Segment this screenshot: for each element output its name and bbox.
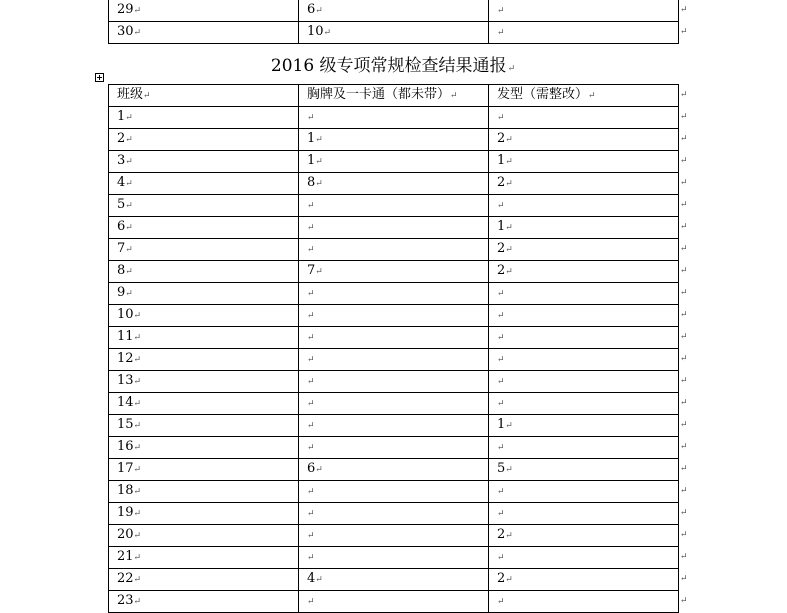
cell-mark-icon: ↵ xyxy=(125,113,133,123)
cell-mark-icon: ↵ xyxy=(307,333,315,343)
cell-mark-icon: ↵ xyxy=(450,91,458,101)
badge-cell[interactable] xyxy=(299,239,489,261)
hair-cell[interactable] xyxy=(489,547,679,569)
hair-cell[interactable] xyxy=(489,305,679,327)
cell-mark-icon: ↵ xyxy=(307,201,315,211)
class-cell[interactable] xyxy=(109,327,299,349)
cell-mark-icon: ↵ xyxy=(505,421,513,431)
cell-value: 2 xyxy=(117,131,126,146)
cell-mark-icon: ↵ xyxy=(307,355,315,365)
cell-mark-icon: ↵ xyxy=(497,6,505,16)
class-cell[interactable] xyxy=(109,129,299,151)
class-cell[interactable] xyxy=(109,525,299,547)
cell-mark-icon: ↵ xyxy=(497,597,505,607)
cell-mark-icon: ↵ xyxy=(497,113,505,123)
header-label: 班级 xyxy=(117,87,144,102)
cell-mark-icon: ↵ xyxy=(125,157,133,167)
cell-mark-icon: ↵ xyxy=(307,113,315,123)
cell-mark-icon: ↵ xyxy=(315,6,323,16)
cell-mark-icon: ↵ xyxy=(315,135,323,145)
badge-cell[interactable] xyxy=(299,437,489,459)
header-cell-hair[interactable] xyxy=(489,85,679,107)
cell-value: 5 xyxy=(497,461,506,476)
badge-cell[interactable] xyxy=(299,195,489,217)
row-end-mark-icon: ↵ xyxy=(680,112,688,122)
table-row xyxy=(109,459,679,481)
badge-cell[interactable] xyxy=(299,305,489,327)
row-end-mark-icon: ↵ xyxy=(680,178,688,188)
cell-value: 14 xyxy=(117,395,134,410)
cell-value: 3 xyxy=(117,153,126,168)
table-row xyxy=(109,569,679,591)
cell-mark-icon: ↵ xyxy=(315,267,323,277)
badge-cell[interactable] xyxy=(299,591,489,613)
header-label: 胸牌及一卡通（都未带） xyxy=(307,87,451,102)
cell-mark-icon: ↵ xyxy=(125,201,133,211)
badge-cell[interactable] xyxy=(299,481,489,503)
badge-cell[interactable] xyxy=(299,503,489,525)
table-row xyxy=(109,349,679,371)
cell-mark-icon: ↵ xyxy=(497,355,505,365)
hair-cell[interactable] xyxy=(489,349,679,371)
badge-cell[interactable] xyxy=(299,129,489,151)
cell-value: 7 xyxy=(307,263,316,278)
cell-mark-icon: ↵ xyxy=(143,91,151,101)
table-row xyxy=(109,22,679,44)
hair-cell[interactable] xyxy=(489,481,679,503)
table-row xyxy=(109,437,679,459)
cell-mark-icon: ↵ xyxy=(307,443,315,453)
badge-cell[interactable] xyxy=(299,261,489,283)
cell-mark-icon: ↵ xyxy=(505,157,513,167)
table-row xyxy=(109,393,679,415)
table-row xyxy=(109,0,679,22)
table-row xyxy=(109,305,679,327)
class-cell[interactable] xyxy=(109,547,299,569)
cell-value: 15 xyxy=(117,417,134,432)
row-end-mark-icon: ↵ xyxy=(680,596,688,606)
row-end-mark-icon: ↵ xyxy=(680,266,688,276)
table-row xyxy=(109,481,679,503)
cell-mark-icon: ↵ xyxy=(307,553,315,563)
hair-cell[interactable] xyxy=(489,393,679,415)
badge-cell[interactable] xyxy=(299,217,489,239)
row-end-mark-icon: ↵ xyxy=(680,486,688,496)
hair-cell[interactable] xyxy=(489,22,679,44)
badge-cell[interactable] xyxy=(299,547,489,569)
cell-mark-icon: ↵ xyxy=(133,509,142,519)
cell-mark-icon: ↵ xyxy=(125,289,133,299)
badge-cell[interactable] xyxy=(299,151,489,173)
hair-cell[interactable] xyxy=(489,283,679,305)
cell-mark-icon: ↵ xyxy=(505,267,513,277)
class-cell[interactable] xyxy=(109,239,299,261)
table-row xyxy=(109,151,679,173)
table-header-row xyxy=(109,85,679,107)
cell-mark-icon: ↵ xyxy=(307,399,315,409)
cell-value: 11 xyxy=(117,329,134,344)
class-cell[interactable] xyxy=(109,393,299,415)
cell-mark-icon: ↵ xyxy=(133,333,142,343)
table-row xyxy=(109,327,679,349)
previous-table-body xyxy=(109,0,679,44)
cell-mark-icon: ↵ xyxy=(133,443,142,453)
badge-cell[interactable] xyxy=(299,173,489,195)
badge-cell[interactable] xyxy=(299,107,489,129)
class-cell[interactable] xyxy=(109,503,299,525)
row-end-mark-icon: ↵ xyxy=(680,530,688,540)
cell-mark-icon: ↵ xyxy=(125,245,133,255)
cell-value: 1 xyxy=(307,153,316,168)
class-cell[interactable] xyxy=(109,591,299,613)
cell-value: 6 xyxy=(117,219,126,234)
cell-mark-icon: ↵ xyxy=(497,201,505,211)
class-cell[interactable] xyxy=(109,195,299,217)
table-move-handle-icon[interactable] xyxy=(95,73,104,82)
table-row xyxy=(109,129,679,151)
cell-mark-icon: ↵ xyxy=(315,575,323,585)
cell-mark-icon: ↵ xyxy=(315,179,323,189)
class-cell[interactable] xyxy=(109,22,299,44)
class-cell[interactable] xyxy=(109,349,299,371)
class-cell[interactable] xyxy=(109,569,299,591)
row-end-mark-icon: ↵ xyxy=(680,27,688,37)
cell-mark-icon: ↵ xyxy=(133,6,142,16)
table-row xyxy=(109,547,679,569)
cell-mark-icon: ↵ xyxy=(133,399,142,409)
table-row xyxy=(109,107,679,129)
badge-cell[interactable] xyxy=(299,569,489,591)
cell-mark-icon: ↵ xyxy=(497,311,505,321)
row-end-mark-icon: ↵ xyxy=(680,134,688,144)
class-cell[interactable] xyxy=(109,261,299,283)
cell-value: 2 xyxy=(497,263,506,278)
class-cell[interactable] xyxy=(109,415,299,437)
hair-cell[interactable] xyxy=(489,459,679,481)
hair-cell[interactable] xyxy=(489,261,679,283)
cell-mark-icon: ↵ xyxy=(307,223,315,233)
badge-cell[interactable] xyxy=(299,327,489,349)
table-row xyxy=(109,371,679,393)
cell-mark-icon: ↵ xyxy=(133,377,142,387)
cell-value: 2 xyxy=(497,527,506,542)
cell-mark-icon: ↵ xyxy=(125,179,133,189)
cell-mark-icon: ↵ xyxy=(497,553,505,563)
results-table-body xyxy=(109,85,679,613)
cell-mark-icon: ↵ xyxy=(307,245,315,255)
badge-cell[interactable] xyxy=(299,0,489,22)
cell-mark-icon: ↵ xyxy=(307,487,315,497)
paragraph-mark-icon: ↵ xyxy=(507,64,516,74)
cell-value: 10 xyxy=(307,24,324,39)
cell-mark-icon: ↵ xyxy=(497,487,505,497)
class-cell[interactable] xyxy=(109,305,299,327)
table-row xyxy=(109,415,679,437)
previous-table xyxy=(108,0,679,44)
cell-mark-icon: ↵ xyxy=(133,575,142,585)
hair-cell[interactable] xyxy=(489,107,679,129)
cell-value: 16 xyxy=(117,439,134,454)
hair-cell[interactable] xyxy=(489,371,679,393)
cell-value: 17 xyxy=(117,461,134,476)
cell-value: 1 xyxy=(307,131,316,146)
cell-mark-icon: ↵ xyxy=(307,421,315,431)
cell-mark-icon: ↵ xyxy=(125,135,133,145)
cell-mark-icon: ↵ xyxy=(315,465,323,475)
cell-value: 30 xyxy=(117,24,134,39)
hair-cell[interactable] xyxy=(489,195,679,217)
hair-cell[interactable] xyxy=(489,327,679,349)
row-end-mark-icon: ↵ xyxy=(680,90,688,100)
header-cell-badge[interactable] xyxy=(299,85,489,107)
class-cell[interactable] xyxy=(109,217,299,239)
cell-mark-icon: ↵ xyxy=(497,377,505,387)
badge-cell[interactable] xyxy=(299,371,489,393)
class-cell[interactable] xyxy=(109,371,299,393)
results-table xyxy=(108,84,679,613)
cell-value: 18 xyxy=(117,483,134,498)
hair-cell[interactable] xyxy=(489,0,679,22)
row-end-mark-icon: ↵ xyxy=(680,508,688,518)
cell-mark-icon: ↵ xyxy=(133,553,142,563)
row-end-mark-icon: ↵ xyxy=(680,244,688,254)
cell-mark-icon: ↵ xyxy=(133,355,142,365)
hair-cell[interactable] xyxy=(489,591,679,613)
cell-mark-icon: ↵ xyxy=(307,289,315,299)
cell-value: 6 xyxy=(307,461,316,476)
row-end-mark-icon: ↵ xyxy=(680,420,688,430)
row-end-mark-icon: ↵ xyxy=(680,552,688,562)
row-end-mark-icon: ↵ xyxy=(680,5,688,15)
badge-cell[interactable] xyxy=(299,283,489,305)
class-cell[interactable] xyxy=(109,107,299,129)
cell-mark-icon: ↵ xyxy=(505,135,513,145)
table-row xyxy=(109,173,679,195)
cell-value: 20 xyxy=(117,527,134,542)
cell-value: 2 xyxy=(497,571,506,586)
cell-mark-icon: ↵ xyxy=(133,465,142,475)
hair-cell[interactable] xyxy=(489,217,679,239)
table-row xyxy=(109,217,679,239)
cell-mark-icon: ↵ xyxy=(133,487,142,497)
cell-mark-icon: ↵ xyxy=(307,311,315,321)
cell-value: 29 xyxy=(117,2,134,17)
cell-value: 2 xyxy=(497,241,506,256)
cell-value: 5 xyxy=(117,197,126,212)
row-end-mark-icon: ↵ xyxy=(680,288,688,298)
cell-mark-icon: ↵ xyxy=(497,443,505,453)
cell-mark-icon: ↵ xyxy=(505,179,513,189)
cell-mark-icon: ↵ xyxy=(307,377,315,387)
hair-cell[interactable] xyxy=(489,415,679,437)
badge-cell[interactable] xyxy=(299,393,489,415)
class-cell[interactable] xyxy=(109,459,299,481)
cell-value: 2 xyxy=(497,131,506,146)
cell-mark-icon: ↵ xyxy=(497,333,505,343)
cell-mark-icon: ↵ xyxy=(505,465,513,475)
row-end-mark-icon: ↵ xyxy=(680,222,688,232)
hair-cell[interactable] xyxy=(489,239,679,261)
cell-mark-icon: ↵ xyxy=(125,223,133,233)
class-cell[interactable] xyxy=(109,283,299,305)
table-row xyxy=(109,283,679,305)
table-row xyxy=(109,195,679,217)
badge-cell[interactable] xyxy=(299,349,489,371)
cell-mark-icon: ↵ xyxy=(497,399,505,409)
badge-cell[interactable] xyxy=(299,415,489,437)
hair-cell[interactable] xyxy=(489,503,679,525)
row-end-mark-icon: ↵ xyxy=(680,398,688,408)
hair-cell[interactable] xyxy=(489,173,679,195)
cell-value: 7 xyxy=(117,241,126,256)
cell-mark-icon: ↵ xyxy=(505,245,513,255)
cell-mark-icon: ↵ xyxy=(315,157,323,167)
table-row xyxy=(109,239,679,261)
page-title xyxy=(108,54,678,81)
hair-cell[interactable] xyxy=(489,151,679,173)
cell-value: 2 xyxy=(497,175,506,190)
badge-cell[interactable] xyxy=(299,525,489,547)
row-end-mark-icon: ↵ xyxy=(680,354,688,364)
cell-value: 1 xyxy=(117,109,126,124)
table-row xyxy=(109,591,679,613)
cell-value: 8 xyxy=(117,263,126,278)
cell-value: 23 xyxy=(117,593,134,608)
cell-mark-icon: ↵ xyxy=(133,421,142,431)
row-end-mark-icon: ↵ xyxy=(680,574,688,584)
cell-mark-icon: ↵ xyxy=(133,28,142,38)
class-cell[interactable] xyxy=(109,0,299,22)
cell-mark-icon: ↵ xyxy=(588,91,596,101)
cell-mark-icon: ↵ xyxy=(133,597,142,607)
cell-mark-icon: ↵ xyxy=(497,289,505,299)
cell-mark-icon: ↵ xyxy=(505,531,513,541)
class-cell[interactable] xyxy=(109,151,299,173)
cell-value: 1 xyxy=(497,153,506,168)
cell-value: 21 xyxy=(117,549,134,564)
cell-value: 19 xyxy=(117,505,134,520)
cell-value: 4 xyxy=(307,571,316,586)
title-text: 2016 级专项常规检查结果通报 xyxy=(270,56,507,76)
row-end-mark-icon: ↵ xyxy=(680,376,688,386)
row-end-mark-icon: ↵ xyxy=(680,310,688,320)
cell-value: 12 xyxy=(117,351,134,366)
hair-cell[interactable] xyxy=(489,525,679,547)
cell-value: 8 xyxy=(307,175,316,190)
hair-cell[interactable] xyxy=(489,437,679,459)
cell-mark-icon: ↵ xyxy=(497,509,505,519)
class-cell[interactable] xyxy=(109,437,299,459)
row-end-mark-icon: ↵ xyxy=(680,200,688,210)
cell-mark-icon: ↵ xyxy=(497,28,505,38)
cell-value: 9 xyxy=(117,285,126,300)
cell-mark-icon: ↵ xyxy=(307,597,315,607)
class-cell[interactable] xyxy=(109,481,299,503)
row-end-mark-icon: ↵ xyxy=(680,464,688,474)
table-row xyxy=(109,525,679,547)
row-end-mark-icon: ↵ xyxy=(680,156,688,166)
cell-mark-icon: ↵ xyxy=(505,223,513,233)
cell-mark-icon: ↵ xyxy=(133,531,142,541)
cell-mark-icon: ↵ xyxy=(505,575,513,585)
hair-cell[interactable] xyxy=(489,129,679,151)
cell-mark-icon: ↵ xyxy=(307,531,315,541)
class-cell[interactable] xyxy=(109,173,299,195)
cell-value: 4 xyxy=(117,175,126,190)
row-end-mark-icon: ↵ xyxy=(680,332,688,342)
hair-cell[interactable] xyxy=(489,569,679,591)
cell-mark-icon: ↵ xyxy=(125,267,133,277)
header-label: 发型（需整改） xyxy=(497,87,589,102)
cell-value: 13 xyxy=(117,373,134,388)
cell-value: 10 xyxy=(117,307,134,322)
cell-value: 1 xyxy=(497,417,506,432)
cell-mark-icon: ↵ xyxy=(323,28,332,38)
cell-value: 6 xyxy=(307,2,316,17)
cell-mark-icon: ↵ xyxy=(133,311,142,321)
badge-cell[interactable] xyxy=(299,459,489,481)
table-row xyxy=(109,261,679,283)
cell-value: 22 xyxy=(117,571,134,586)
badge-cell[interactable] xyxy=(299,22,489,44)
table-row xyxy=(109,503,679,525)
header-cell-class[interactable] xyxy=(109,85,299,107)
row-end-mark-icon: ↵ xyxy=(680,442,688,452)
cell-mark-icon: ↵ xyxy=(307,509,315,519)
cell-value: 1 xyxy=(497,219,506,234)
